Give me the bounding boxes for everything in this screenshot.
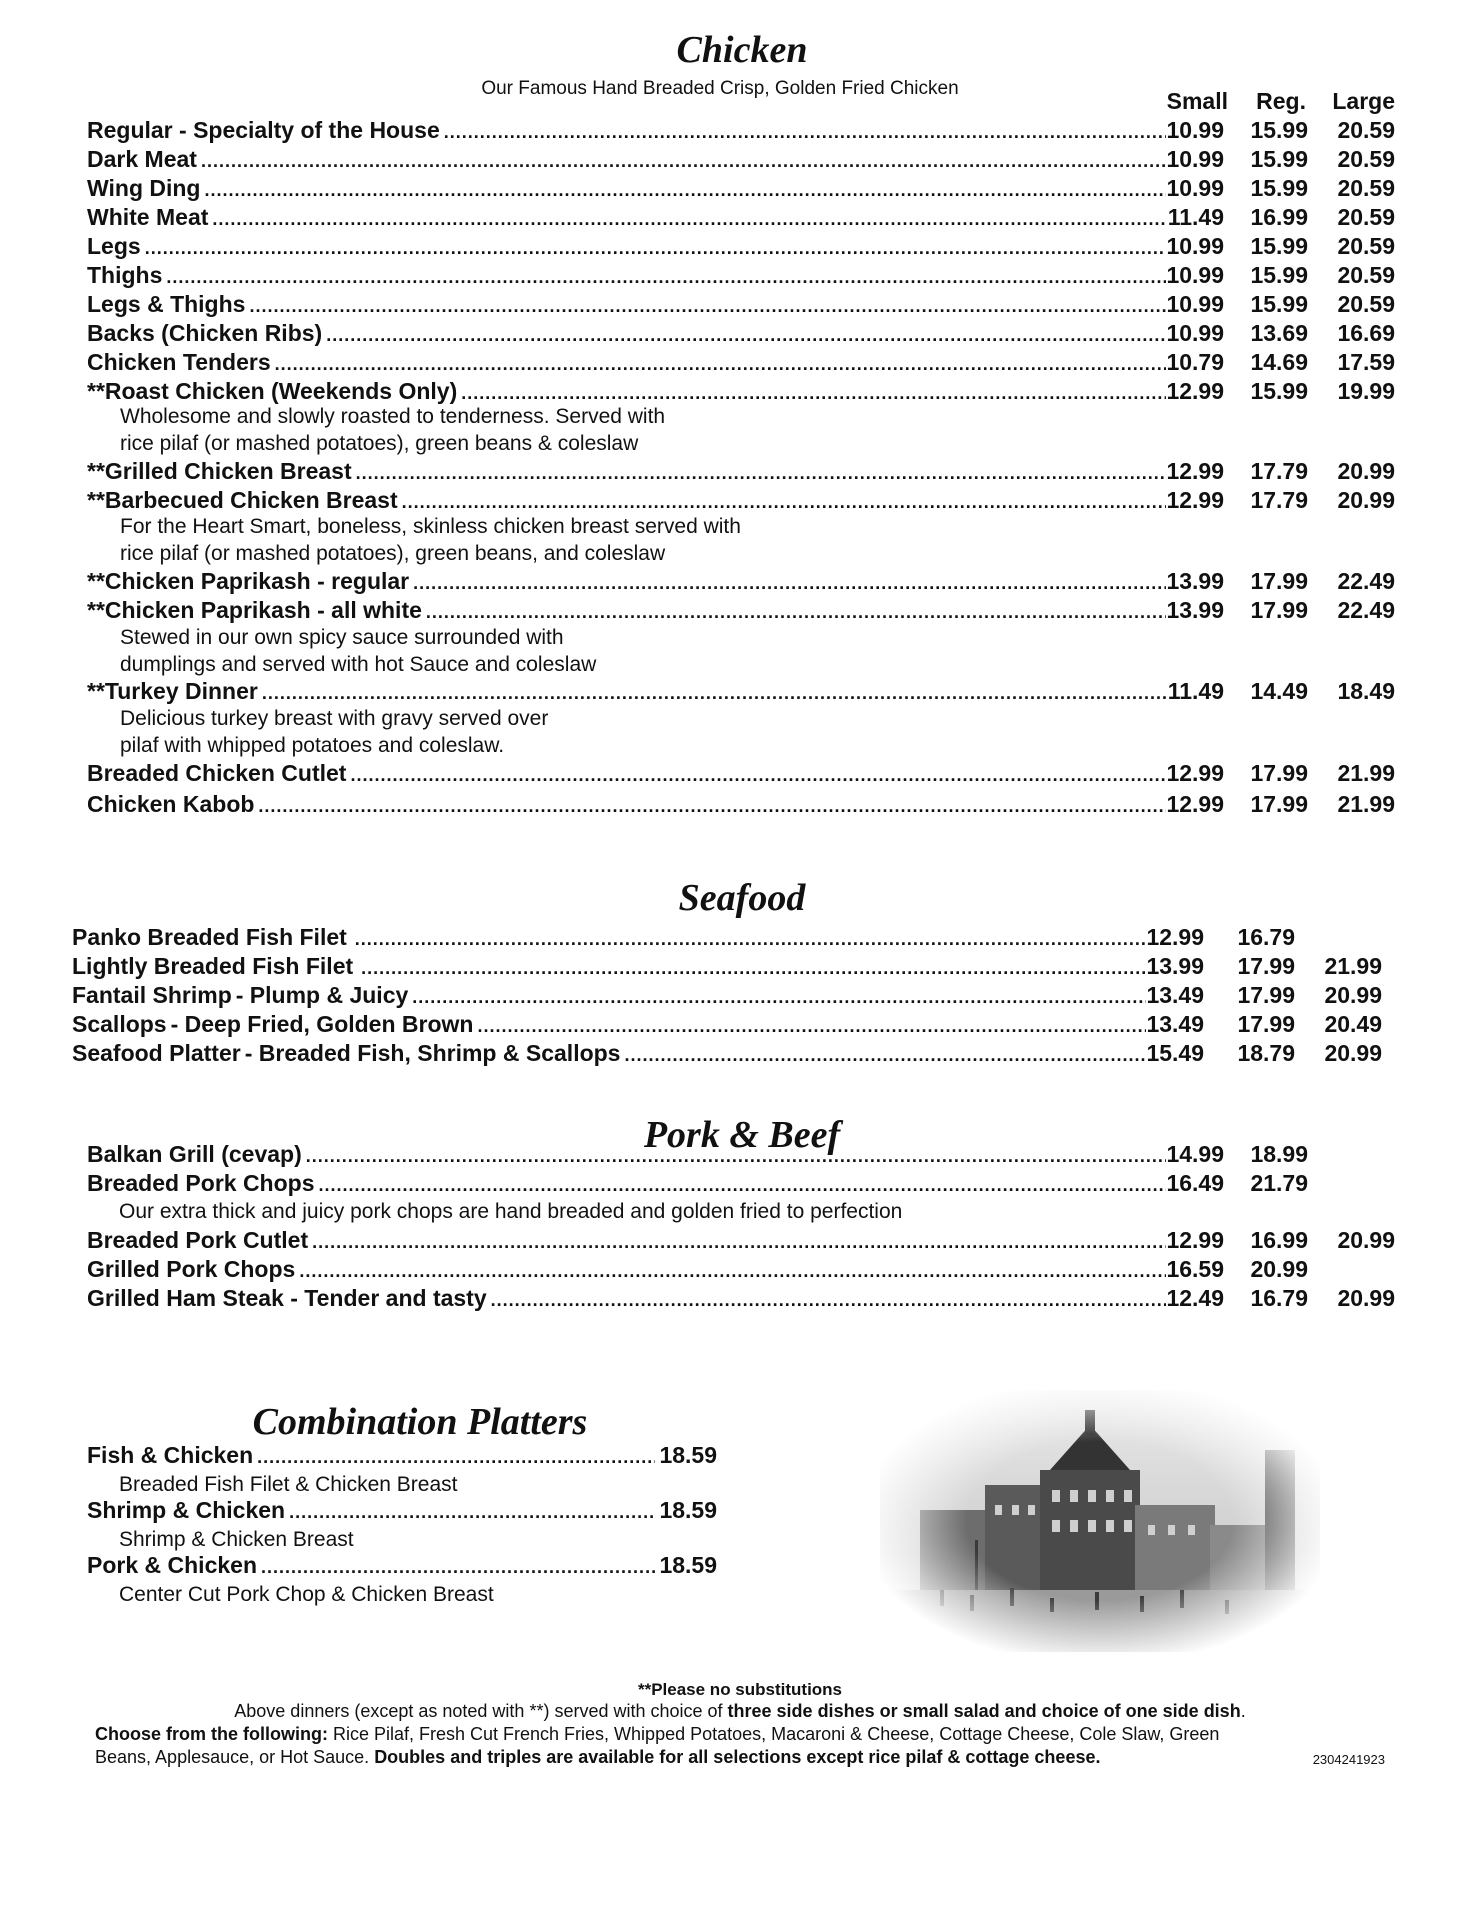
pork-beef-menu-item — [87, 1285, 1395, 1313]
chicken-menu-item — [87, 760, 1395, 788]
price-small: 10.99 — [1166, 262, 1224, 288]
dot-leader — [412, 987, 1146, 1008]
combination-menu-item — [87, 1497, 717, 1525]
combination-menu-item — [87, 1442, 717, 1470]
price-small: 13.49 — [1146, 1011, 1204, 1037]
item-name: Regular - Specialty of the House — [87, 117, 440, 143]
price-small: 15.49 — [1146, 1040, 1204, 1066]
chicken-menu-item — [87, 204, 1395, 232]
footer-line-2: Choose from the following: Rice Pilaf, Fresh Cut French Fries, Whipped Potatoes, Macaroni & Cheese, Cottage Cheese, Cole Slaw, Green — [95, 1724, 1220, 1744]
price-small: 12.99 — [1166, 458, 1224, 484]
dot-leader — [319, 1175, 1167, 1196]
price-small: 13.49 — [1146, 982, 1204, 1008]
chicken-menu-item — [87, 597, 1395, 625]
price-large: 20.99 — [1324, 982, 1382, 1008]
dot-leader — [350, 765, 1166, 786]
price-large: 20.59 — [1337, 262, 1395, 288]
price-reg: 17.99 — [1237, 1011, 1295, 1037]
price-price: 18.59 — [659, 1497, 717, 1523]
item-note: - Deep Fried, Golden Brown — [170, 1011, 474, 1037]
combination-item-description: Center Cut Pork Chop & Chicken Breast — [119, 1583, 494, 1606]
price-large: 20.99 — [1337, 1227, 1395, 1253]
item-name: **Grilled Chicken Breast — [87, 458, 352, 484]
item-name: Chicken Tenders — [87, 349, 271, 375]
item-name: Panko Breaded Fish Filet — [72, 924, 347, 950]
item-name: Pork & Chicken — [87, 1552, 257, 1578]
price-reg: 15.99 — [1250, 291, 1308, 317]
price-small: 10.99 — [1166, 320, 1224, 346]
price-large: 20.59 — [1337, 291, 1395, 317]
chicken-menu-item — [87, 458, 1395, 486]
chicken-menu-item — [87, 262, 1395, 290]
dot-leader — [275, 354, 1166, 375]
item-name: White Meat — [87, 204, 209, 230]
chicken-menu-item — [87, 378, 1395, 406]
price-reg: 15.99 — [1250, 117, 1308, 143]
price-small: 12.99 — [1146, 924, 1204, 950]
price-large: 20.59 — [1337, 146, 1395, 172]
column-reg: Reg. — [1256, 88, 1306, 114]
item-name: Grilled Pork Chops — [87, 1256, 296, 1282]
item-name: Grilled Ham Steak - Tender and tasty — [87, 1285, 487, 1311]
pork-beef-menu-item — [87, 1256, 1395, 1284]
item-name: **Roast Chicken (Weekends Only) — [87, 378, 458, 404]
combination-item-description: Shrimp & Chicken Breast — [119, 1528, 354, 1551]
pork-beef-section-title: Pork & Beef — [643, 1114, 841, 1156]
price-reg: 20.99 — [1250, 1256, 1308, 1282]
item-name: Seafood Platter — [72, 1040, 241, 1066]
dot-leader — [326, 325, 1166, 346]
price-small: 10.99 — [1166, 291, 1224, 317]
chicken-menu-item — [87, 678, 1395, 706]
price-small: 10.99 — [1166, 146, 1224, 172]
price-large: 16.69 — [1337, 320, 1395, 346]
chicken-menu-item — [87, 349, 1395, 377]
dot-leader — [204, 180, 1166, 201]
column-large: Large — [1332, 88, 1395, 114]
item-name: Breaded Chicken Cutlet — [87, 760, 347, 786]
price-large: 21.99 — [1337, 791, 1395, 817]
dot-leader — [249, 296, 1166, 317]
chicken-subtitle: Our Famous Hand Breaded Crisp, Golden Fried Chicken — [481, 78, 959, 99]
price-large: 20.59 — [1337, 204, 1395, 230]
item-name: Balkan Grill (cevap) — [87, 1141, 302, 1167]
menu-code: 2304241923 — [1312, 1752, 1385, 1767]
item-name: Shrimp & Chicken — [87, 1497, 286, 1523]
price-large: 20.59 — [1337, 233, 1395, 259]
price-reg: 17.99 — [1237, 982, 1295, 1008]
item-name: Backs (Chicken Ribs) — [87, 320, 323, 346]
price-reg: 15.99 — [1250, 233, 1308, 259]
combination-menu-item — [87, 1552, 717, 1580]
column-small: Small — [1166, 88, 1228, 114]
price-large: 20.59 — [1337, 117, 1395, 143]
chicken-menu-item — [87, 487, 1395, 515]
price-small: 12.99 — [1166, 760, 1224, 786]
dot-leader — [262, 683, 1166, 704]
price-reg: 14.69 — [1250, 349, 1308, 375]
item-name: Thighs — [87, 262, 163, 288]
item-name: Chicken Kabob — [87, 791, 255, 817]
turkey-dinner-description: Delicious turkey breast with gravy served over pilaf with whipped potatoes and coleslaw. — [120, 707, 549, 757]
price-small: 16.59 — [1166, 1256, 1224, 1282]
dot-leader — [624, 1045, 1146, 1066]
paprikash-description: Stewed in our own spicy sauce surrounded with dumplings and served with hot Sauce and coleslaw — [120, 626, 597, 676]
price-small: 11.49 — [1167, 204, 1224, 230]
price-reg: 17.99 — [1237, 953, 1295, 979]
price-small: 12.99 — [1166, 791, 1224, 817]
chicken-menu-item — [87, 320, 1395, 348]
price-reg: 18.79 — [1237, 1040, 1295, 1066]
price-reg: 17.79 — [1250, 458, 1308, 484]
price-small: 16.49 — [1166, 1170, 1224, 1196]
seafood-menu-item — [72, 1040, 1382, 1068]
combination-item-description: Breaded Fish Filet & Chicken Breast — [119, 1473, 458, 1496]
dot-leader — [413, 573, 1166, 594]
chicken-menu-item — [87, 291, 1395, 319]
price-reg: 17.99 — [1250, 597, 1308, 623]
price-reg: 15.99 — [1250, 378, 1308, 404]
price-reg: 16.79 — [1250, 1285, 1308, 1311]
item-name: Legs — [87, 233, 141, 259]
seafood-section-title: Seafood — [678, 877, 806, 919]
dot-leader — [461, 383, 1166, 404]
dot-leader — [402, 492, 1166, 513]
item-name: **Chicken Paprikash - regular — [87, 568, 410, 594]
roast-chicken-description: Wholesome and slowly roasted to tenderness. Served with rice pilaf (or mashed potatoes), green beans & coleslaw — [120, 405, 666, 455]
price-large: 20.49 — [1324, 1011, 1382, 1037]
price-large: 20.59 — [1337, 175, 1395, 201]
price-small: 12.49 — [1166, 1285, 1224, 1311]
price-reg: 18.99 — [1250, 1141, 1308, 1167]
price-small: 13.99 — [1146, 953, 1204, 979]
chicken-section-title: Chicken — [676, 29, 808, 71]
item-name: **Chicken Paprikash - all white — [87, 597, 422, 623]
price-small: 10.99 — [1166, 175, 1224, 201]
chicken-menu-item — [87, 791, 1395, 819]
item-name: Legs & Thighs — [87, 291, 246, 317]
vintage-street-photo — [880, 1390, 1320, 1652]
seafood-menu-item — [72, 1011, 1382, 1039]
price-large: 17.59 — [1337, 349, 1395, 375]
price-reg: 17.79 — [1250, 487, 1308, 513]
item-note: - Plump & Juicy — [235, 982, 409, 1008]
dot-leader — [306, 1146, 1166, 1167]
chicken-menu-item — [87, 146, 1395, 174]
price-large: 20.99 — [1337, 1285, 1395, 1311]
price-large: 21.99 — [1324, 953, 1382, 979]
pork-beef-menu-item — [87, 1170, 1395, 1198]
pork-chops-description: Our extra thick and juicy pork chops are hand breaded and golden fried to perfection — [119, 1200, 903, 1223]
price-small: 12.99 — [1166, 1227, 1224, 1253]
price-small: 11.49 — [1167, 678, 1224, 704]
dot-leader — [258, 796, 1166, 817]
price-reg: 14.49 — [1250, 678, 1308, 704]
bbq-chicken-description: For the Heart Smart, boneless, skinless chicken breast served with rice pilaf (or mashed potatoes), green beans, and coleslaw — [120, 515, 741, 565]
price-small: 12.99 — [1166, 487, 1224, 513]
dot-leader — [201, 151, 1166, 172]
price-small: 14.99 — [1166, 1141, 1224, 1167]
price-reg: 17.99 — [1250, 791, 1308, 817]
dot-leader — [261, 1557, 655, 1578]
dot-leader — [356, 463, 1166, 484]
price-small: 10.79 — [1166, 349, 1224, 375]
dot-leader — [444, 122, 1166, 143]
chicken-menu-item — [87, 568, 1395, 596]
chicken-menu-item — [87, 175, 1395, 203]
price-reg: 15.99 — [1250, 175, 1308, 201]
chicken-menu-item — [87, 233, 1395, 261]
dot-leader — [166, 267, 1166, 288]
price-large: 22.49 — [1337, 568, 1395, 594]
dot-leader — [212, 209, 1166, 230]
item-name: Fish & Chicken — [87, 1442, 254, 1468]
item-name: Scallops — [72, 1011, 167, 1037]
price-reg: 16.79 — [1237, 924, 1295, 950]
price-reg: 21.79 — [1250, 1170, 1308, 1196]
pork-beef-menu-item — [87, 1141, 1395, 1169]
no-substitutions-note: **Please no substitutions — [637, 1680, 843, 1699]
dot-leader — [145, 238, 1166, 259]
price-reg: 15.99 — [1250, 262, 1308, 288]
price-price: 18.59 — [659, 1552, 717, 1578]
price-column-headers — [1140, 88, 1395, 115]
dot-leader — [299, 1261, 1166, 1282]
item-name: Fantail Shrimp — [72, 982, 232, 1008]
dot-leader — [477, 1016, 1146, 1037]
combination-section-title: Combination Platters — [252, 1401, 588, 1443]
price-reg: 16.99 — [1250, 204, 1308, 230]
price-large: 22.49 — [1337, 597, 1395, 623]
price-large: 18.49 — [1337, 678, 1395, 704]
dot-leader — [426, 602, 1166, 623]
footer-line-3: Beans, Applesauce, or Hot Sauce. Doubles and triples are available for all selections except rice pilaf & cottage cheese. 2304241923 — [95, 1746, 1385, 1769]
seafood-menu-item — [72, 924, 1382, 952]
footer-line-1: Above dinners (except as noted with **) served with choice of three side dishes or small salad and choice of one side dish. — [234, 1701, 1246, 1721]
item-name: Dark Meat — [87, 146, 197, 172]
price-reg: 13.69 — [1250, 320, 1308, 346]
item-name: Wing Ding — [87, 175, 201, 201]
item-name: Breaded Pork Cutlet — [87, 1227, 309, 1253]
price-small: 10.99 — [1166, 233, 1224, 259]
dot-leader — [361, 958, 1146, 979]
dot-leader — [491, 1290, 1166, 1311]
price-large: 19.99 — [1337, 378, 1395, 404]
price-small: 12.99 — [1166, 378, 1224, 404]
price-large: 20.99 — [1337, 458, 1395, 484]
seafood-menu-item — [72, 982, 1382, 1010]
price-reg: 17.99 — [1250, 760, 1308, 786]
price-small: 13.99 — [1166, 597, 1224, 623]
pork-beef-menu-item — [87, 1227, 1395, 1255]
dot-leader — [312, 1232, 1166, 1253]
dot-leader — [289, 1502, 655, 1523]
seafood-menu-item — [72, 953, 1382, 981]
item-name: Breaded Pork Chops — [87, 1170, 315, 1196]
price-reg: 15.99 — [1250, 146, 1308, 172]
price-large: 20.99 — [1324, 1040, 1382, 1066]
item-name: **Turkey Dinner — [87, 678, 258, 704]
price-small: 10.99 — [1166, 117, 1224, 143]
dot-leader — [355, 929, 1146, 950]
price-reg: 17.99 — [1250, 568, 1308, 594]
price-large: 21.99 — [1337, 760, 1395, 786]
item-name: **Barbecued Chicken Breast — [87, 487, 398, 513]
price-small: 13.99 — [1166, 568, 1224, 594]
item-name: Lightly Breaded Fish Filet — [72, 953, 354, 979]
item-note: - Breaded Fish, Shrimp & Scallops — [244, 1040, 621, 1066]
dot-leader — [257, 1447, 655, 1468]
price-price: 18.59 — [659, 1442, 717, 1468]
price-reg: 16.99 — [1250, 1227, 1308, 1253]
price-large: 20.99 — [1337, 487, 1395, 513]
chicken-menu-item — [87, 117, 1395, 145]
